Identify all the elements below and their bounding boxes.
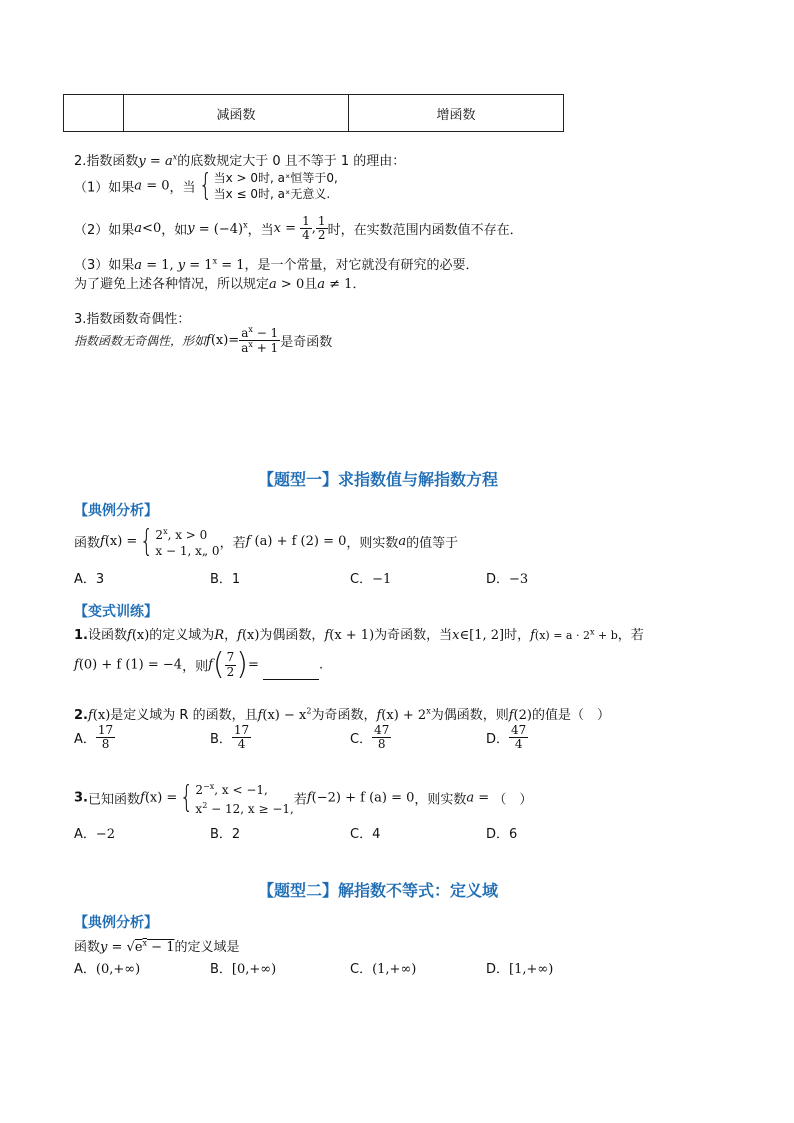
q2-option-b-label: B． [210,732,232,748]
summary-mid: 且 [304,277,318,292]
item2-mid: ，如 [161,223,188,239]
q2-b-num: 17 [233,723,250,737]
q2-a: 是定义域为 R 的函数，且 [110,708,258,723]
q3-number: 3. [74,790,88,806]
reason-item-3: （3）如果a = 1, $y = 1^x = 1$，是一个常量，对它就没有研究的必要． [74,256,479,273]
q2-d: 的值是（ ） [531,708,610,723]
q2-option-b [210,724,251,751]
s2-option-a [74,958,140,977]
reason-summary: 为了避免上述各种情况，所以规定a > 0且a ≠ 1． [74,277,366,292]
summary-prefix: 为了避免上述各种情况，所以规定 [74,277,270,292]
q2-c-num: 47 [374,723,390,737]
item1-prefix: （1）如果 [74,180,135,196]
monotonic-table [63,94,564,132]
s2-option-d-label: D． [486,962,510,977]
q3-a: 已知函数 [87,792,140,808]
q2-option-d-label: D． [486,732,510,748]
q2-b-den: 4 [237,737,246,752]
reason-line-label: 2.指数函数 [74,154,139,169]
practice-label: 【变式训练】 [74,604,158,620]
q2-b: 为奇函数， [311,708,377,723]
table-cell-decreasing: 减函数 [124,95,349,132]
q3-option-b: B．2 [210,827,241,842]
item2-end: 时，在实数范围内函数值不存在． [327,223,523,239]
q2-a-num: 17 [97,723,114,737]
section2-title: 【题型二】解指数不等式：定义域 [258,881,499,900]
q2-option-a [74,724,115,751]
ex-option-d-label: D． [486,572,510,587]
s2-option-a-label: A． [74,962,96,977]
item2-mid2: ，当 [247,223,274,239]
section1-title: 【题型一】求指数值与解指数方程 [258,470,499,489]
parity-italic: 指数函数无奇偶性，形如 [74,334,207,349]
q1-number: 1. [74,628,88,643]
q2-option-c [350,724,391,751]
q2-option-c-label: C． [350,732,373,748]
ex-end2: 的值等于 [406,536,459,551]
s2-option-b [210,958,276,977]
s2-option-c-label: C． [350,962,373,977]
ex-option-c [350,568,391,587]
section1-example: 函数f(x) ={ 2$^x$, x > 0 x − 1, x„ 0，若f (a) + f (2) = 0，则实数a的值等于 [74,523,459,559]
s2-option-d-val: [1,+∞) [509,962,554,977]
q3-option-c: C．4 [350,827,381,842]
ex-option-b: B．1 [210,572,241,587]
s2-option-a-val: (0,+∞) [95,962,141,977]
s2-option-b-label: B． [210,962,232,977]
ex-option-d-val: −3 [509,572,529,587]
reason-line-text: 的底数规定大于 0 且不等于 1 的理由： [177,154,406,169]
q1-d: 时， [504,628,531,643]
q2-d-den: 4 [514,737,523,752]
q1-a: 的定义域为 [149,628,215,643]
ex-end: ，则实数 [346,536,399,551]
table-cell-empty [64,95,124,132]
ex-prefix: 函数 [74,536,101,551]
q3-option-a-val: −2 [95,827,116,842]
q1-answer-blank[interactable] [263,666,319,680]
q3-c: ，则实数 [414,792,467,808]
parity-end: 是奇函数 [280,335,333,351]
q3-option-a [74,823,115,842]
s2-ex-end: 的定义域是 [174,940,240,955]
reason-line: 2.指数函数$y = a^x$的底数规定大于 0 且不等于 1 的理由： [74,152,406,169]
parity-statement: 指数函数无奇偶性，形如f(x)= $\frac{a^x - 1}{a^x + 1}$ 是奇函数 [74,325,333,356]
q2-d-num: 47 [511,723,527,737]
item1-mid: ，当 [169,180,196,196]
s2-option-d [486,958,553,977]
reason-item-2: （2）如果a<0，如$y = (-4)^x$，当x = $\frac{1}{4}$ , $\frac{1}{2}$ 时，在实数范围内函数值不存在． [74,214,523,243]
s2-option-c-val: (1,+∞) [372,962,417,977]
ex-option-d [486,568,528,587]
q1-line2: f(0) + f (1) = −4，则f( $\frac{7}{2}$ )= . [74,647,324,682]
q2-number: 2. [74,708,88,723]
item1-case1: 当x > 0时, aˣ恒等于0, [213,171,338,185]
section1-example-label: 【典例分析】 [74,503,158,519]
section2-example-label: 【典例分析】 [74,915,158,931]
q2-option-a-label: A． [74,732,96,748]
ex-mid: ，若 [219,536,246,551]
item1-case2: 当x ≤ 0时, aˣ无意义. [213,187,331,201]
table-cell-increasing: 增函数 [349,95,564,132]
q2-a-den: 8 [101,737,110,752]
item3-end: ，是一个常量，对它就没有研究的必要． [244,258,479,273]
q3-option-d: D．6 [486,827,518,842]
q1-line1: 1.设函数f(x)的定义域为R，f(x)为偶函数，f(x + 1)为奇函数，当x∈[1, 2]时，$f(x) = a \cdot 2^x + b$，若 [74,627,644,643]
ex-option-c-val: −1 [372,572,392,587]
q3-d: （ ） [493,792,533,808]
q3-line: 3.已知函数f(x) ={ $2^{-x}$, x < −1, $x^2 - 12$, x ≥ −1,若f(−2) + f (a) = 0，则实数a = （ ） [74,780,533,816]
item2-prefix: （2）如果 [74,223,135,239]
s2-ex-prefix: 函数 [74,940,101,955]
ex-option-a: A．3 [74,572,105,587]
ex-option-c-label: C． [350,572,373,587]
section2-example: 函数$y = √e^x - 1$的定义域是 [74,938,240,955]
q1-e: ，若 [617,628,644,643]
summary-end: ． [352,277,366,292]
q2-option-d [486,724,528,751]
parity-title: 3.指数函数奇偶性： [74,312,191,327]
s2-option-b-val: [0,+∞) [231,962,277,977]
q3-b: 若 [293,792,307,808]
q1-b: 为偶函数， [259,628,325,643]
reason-item-1: （1）如果a = 0，当{ 当x > 0时, aˣ恒等于0, 当x ≤ 0时, aˣ无意义. [74,168,338,203]
q2-line: 2.f(x)是定义域为 R 的函数，且$f(x) - x^2$为奇函数，$f(x) + 2^x$为偶函数，则f(2)的值是（ ） [74,706,610,723]
q2-c: 为偶函数，则 [430,708,509,723]
q2-c-den: 8 [377,737,386,752]
q1-line2-end: ，则 [182,659,209,675]
s2-option-c [350,958,416,977]
item3-prefix: （3）如果 [74,258,135,273]
q1-prefix: 设函数 [87,628,127,643]
q1-c: 为奇函数，当 [374,628,453,643]
q3-option-a-label: A． [74,827,96,842]
